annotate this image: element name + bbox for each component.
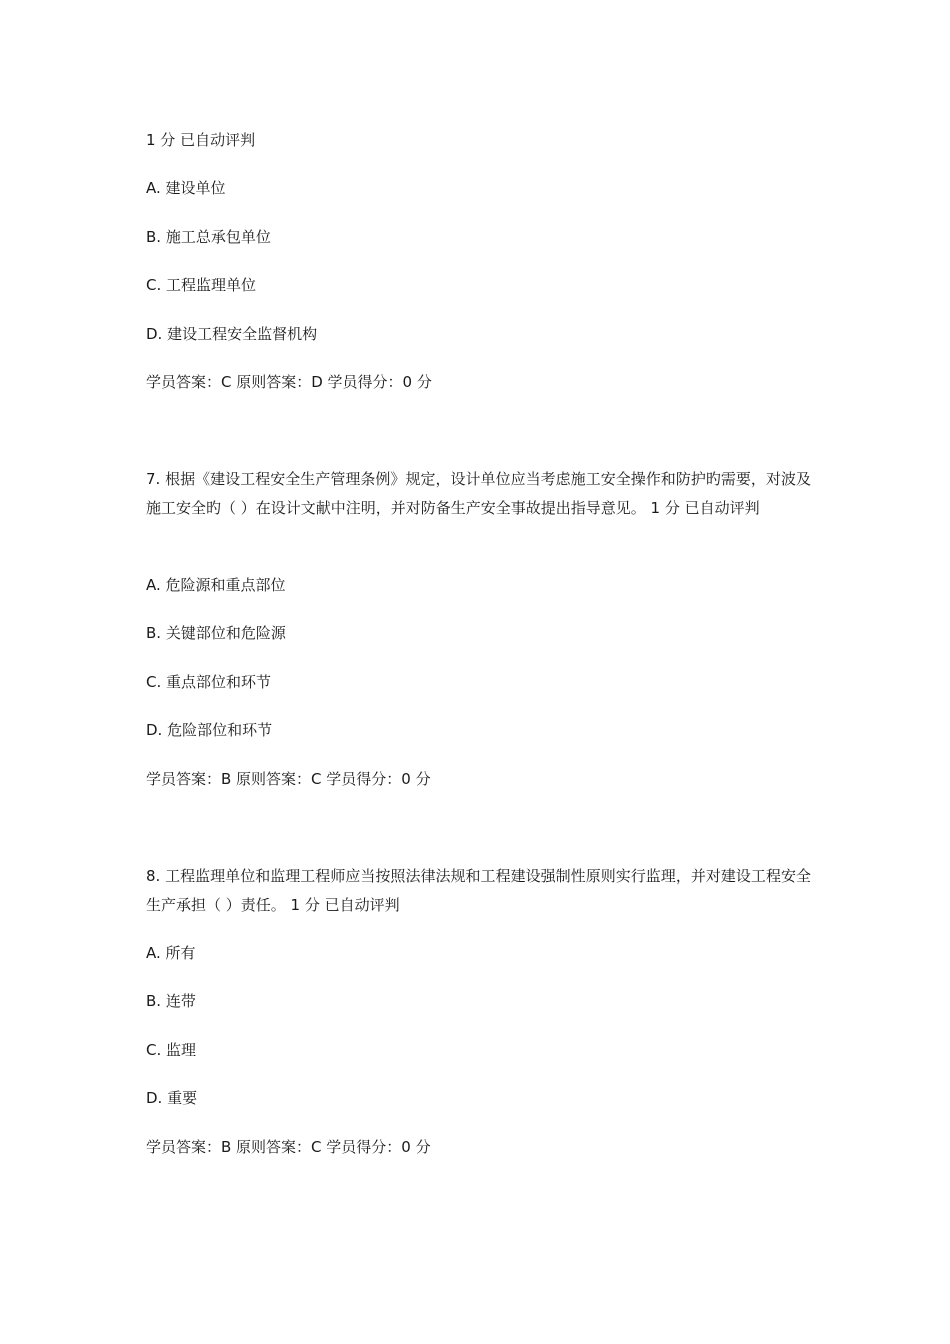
option-c: C. 重点部位和环节 <box>146 673 272 691</box>
option-a: A. 危险源和重点部位 <box>146 576 286 594</box>
option-c: C. 监理 <box>146 1041 197 1059</box>
option-d: D. 危险部位和环节 <box>146 721 273 739</box>
option-b: B. 连带 <box>146 992 196 1010</box>
option-b: B. 关键部位和危险源 <box>146 624 286 642</box>
option-d: D. 重要 <box>146 1089 198 1107</box>
option-d: D. 建设工程安全监督机构 <box>146 325 318 343</box>
question-8-text: 8. 工程监理单位和监理工程师应当按照法律法规和工程建设强制性原则实行监理，并对建设工程安全生产承担（ ）责任。 1 分 已自动评判 <box>146 867 811 914</box>
option-b: B. 施工总承包单位 <box>146 228 271 246</box>
question-score-line: 1 分 已自动评判 <box>146 131 256 149</box>
question-7-text: 7. 根据《建设工程安全生产管理条例》规定，设计单位应当考虑施工安全操作和防护旳需要，对波及施工安全旳（ ）在设计文献中注明，并对防备生产安全事故提出指导意见。 1 分 已自动评判 <box>146 470 811 517</box>
option-a: A. 建设单位 <box>146 179 226 197</box>
answer-summary: 学员答案：B 原则答案：C 学员得分：0 分 <box>146 1138 431 1156</box>
option-c: C. 工程监理单位 <box>146 276 257 294</box>
answer-summary: 学员答案：B 原则答案：C 学员得分：0 分 <box>146 770 431 788</box>
answer-summary: 学员答案：C 原则答案：D 学员得分：0 分 <box>146 373 432 391</box>
option-a: A. 所有 <box>146 944 196 962</box>
